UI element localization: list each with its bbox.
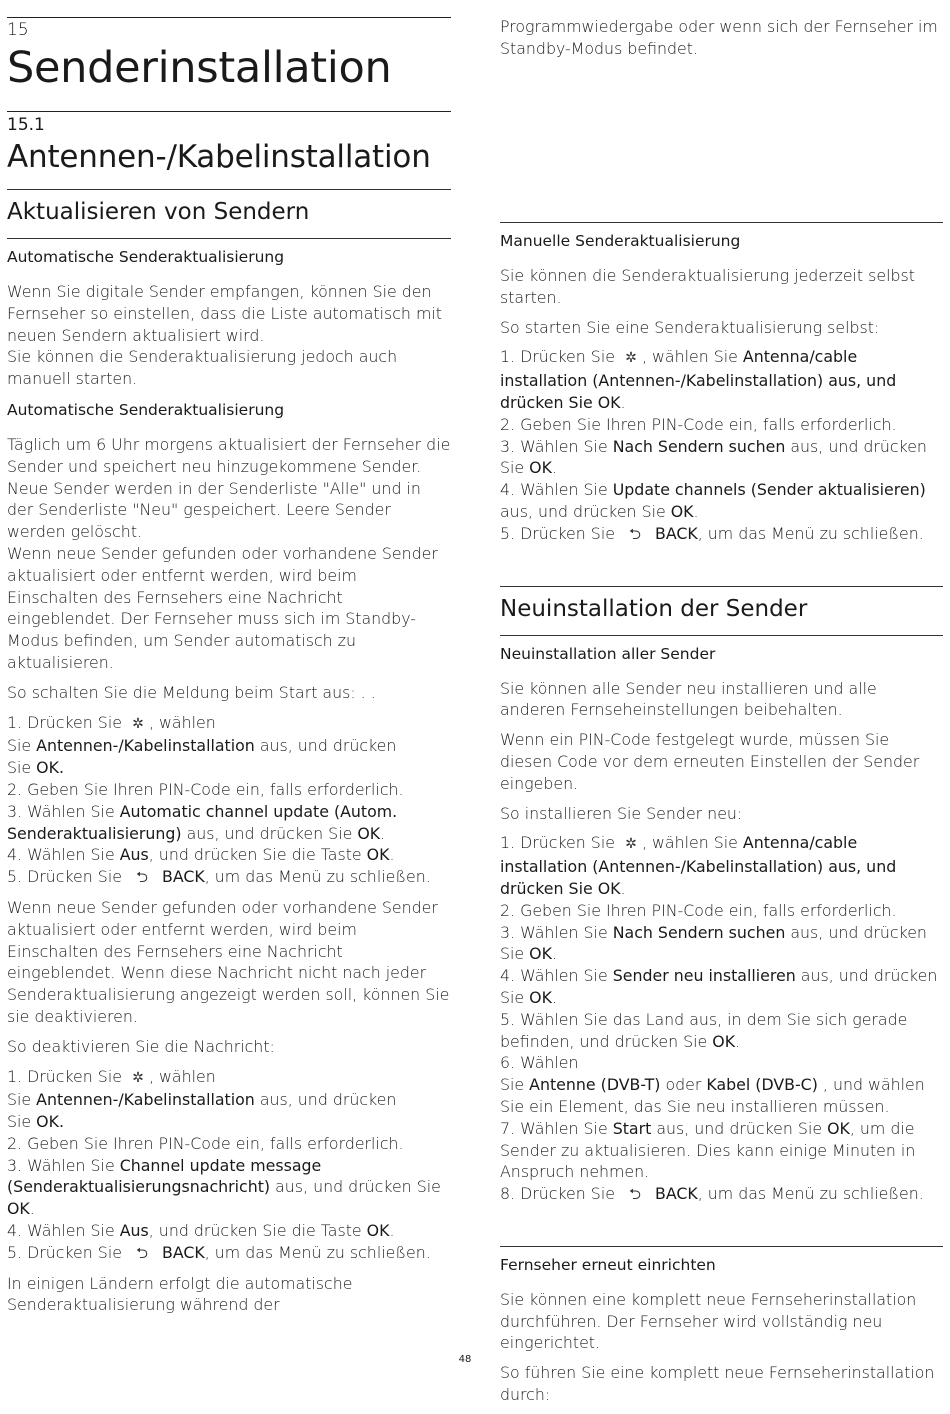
manual-intro: So starten Sie eine Senderaktualisierung selbst: (500, 317, 880, 337)
resetup-rule (500, 1246, 943, 1247)
reinstall-steps (500, 832, 943, 1206)
list-item: 2. Geben Sie Ihren PIN-Code ein, falls erforderlich. (500, 900, 897, 920)
countries-paragraph-continued: Programmwiedergabe oder wenn sich der Fernseher im Standby-Modus befindet. (500, 17, 938, 58)
list-item: 5. Drücken Sie ⮌ BACK, um das Menü zu schließen. (7, 1242, 451, 1265)
list-item: 4. Wählen Sie Aus, und drücken Sie die Taste OK. (7, 1221, 395, 1241)
message-paragraph: Wenn neue Sender gefunden oder vorhandene Sender aktualisiert oder entfernt werden, wird beim Einschalten des Fernsehers eine Nachricht eingeblendet. Wenn diese Nachricht nicht nach jeder Senderaktualisierung angezeigt werden soll, können Sie sie deaktivieren. (7, 897, 450, 1026)
list-item: 2. Geben Sie Ihren PIN-Code ein, falls erforderlich. (7, 779, 404, 799)
back-arrow-icon: ⮌ (135, 868, 148, 887)
left-column (7, 0, 451, 1324)
list-item: 5. Drücken Sie ⮌ BACK, um das Menü zu schließen. (7, 866, 451, 889)
reinstall-rule (500, 586, 943, 587)
list-item: 6. Wählen (500, 1053, 579, 1073)
list-item: 1. Drücken Sie ✲ , wählen (7, 1066, 451, 1090)
list-item: Sie Antenne (DVB-T) oder Kabel (DVB-C) , und wählen Sie ein Element, das Sie neu installieren müssen. (500, 1075, 925, 1116)
auto1-heading: Automatische Senderaktualisierung (7, 248, 285, 266)
deactivate-steps (7, 1066, 451, 1265)
list-item: 4. Wählen Sie Sender neu installieren aus, und drücken Sie OK. (500, 966, 938, 1007)
list-item: 3. Wählen Sie Channel update message (Senderaktualisierungsnachricht) aus, und drücken Sie OK. (7, 1155, 441, 1219)
auto1-paragraph: Wenn Sie digitale Sender empfangen, können Sie den Fernseher so einstellen, dass die Liste automatisch mit neuen Sendern aktualisiert wird. Sie können die Senderaktualisierung jedoch auch manuell starten. (7, 282, 442, 389)
resetup-heading: Fernseher erneut einrichten (500, 1255, 716, 1274)
list-item: 1. Drücken Sie ✲ , wählen Sie Antenna/cable installation (Antennen-/Kabelinstallation) aus, und drücken Sie OK. (500, 833, 897, 898)
auto2-heading: Automatische Senderaktualisierung (7, 400, 285, 419)
list-item: 3. Wählen Sie Nach Sendern suchen aus, und drücken Sie OK. (500, 922, 927, 964)
list-item: 7. Wählen Sie Start aus, und drücken Sie OK, um die Sender zu aktualisieren. Dies kann einige Minuten in Anspruch nehmen. (500, 1118, 916, 1182)
right-column (500, 222, 943, 1414)
startmsg-steps (7, 712, 451, 889)
manual-heading: Manuelle Senderaktualisierung (500, 232, 741, 250)
section-title: Antennen-/Kabelinstallation (7, 139, 431, 175)
auto2-paragraph: Täglich um 6 Uhr morgens aktualisiert der Fernseher die Sender und speichert neu hinzugekommene Sender. Neue Sender werden in der Senderliste "Alle" und in der Senderliste "Neu" gespeichert. Leere Sender werden gelöscht. Wenn neue Sender gefunden oder vorhandene Sender aktualisiert oder entfernt werden, wird beim Einschalten des Fernsehers eine Nachricht eingeblendet. Der Fernseher muss sich im Standby-Modus befinden, um Sender automatisch zu aktualisieren. (7, 434, 451, 672)
settings-gear-icon: ✲ (625, 350, 637, 367)
list-item: 3. Wählen Sie Nach Sendern suchen aus, und drücken Sie OK. (500, 436, 927, 478)
reinstall-heading-rule (500, 635, 943, 636)
chapter-rule (7, 17, 451, 18)
manual-steps (500, 346, 943, 545)
list-item: 1. Drücken Sie ✲ , wählen (7, 712, 451, 736)
list-item: 4. Wählen Sie Aus, und drücken Sie die Taste OK. (7, 845, 395, 865)
page-number: 48 (458, 1354, 472, 1365)
chapter-number: 15 (7, 20, 29, 40)
chapter-title: Senderinstallation (7, 43, 392, 93)
list-item: 4. Wählen Sie Update channels (Sender aktualisieren) aus, und drücken Sie OK. (500, 480, 926, 521)
settings-gear-icon: ✲ (625, 836, 637, 853)
list-item: Sie OK. (7, 758, 64, 778)
reinstall-paragraph-1: Sie können alle Sender neu installieren und alle anderen Fernseheinstellungen beibehalten. (500, 678, 877, 720)
list-item: Sie Antennen-/Kabelinstallation aus, und drücken (7, 736, 397, 756)
list-item: Sie OK. (7, 1112, 64, 1132)
startmsg-intro: So schalten Sie die Meldung beim Start aus: . . (7, 682, 376, 702)
list-item: 5. Drücken Sie ⮌ BACK, um das Menü zu schließen. (500, 523, 943, 546)
back-arrow-icon: ⮌ (628, 1185, 641, 1204)
manual-paragraph: Sie können die Senderaktualisierung jederzeit selbst starten. (500, 266, 915, 307)
update-title: Aktualisieren von Sendern (7, 199, 310, 225)
update-rule (7, 189, 451, 190)
list-item: 5. Wählen Sie das Land aus, in dem Sie sich gerade befinden, und drücken Sie OK. (500, 1009, 908, 1051)
list-item: 3. Wählen Sie Automatic channel update (Autom. Senderaktualisierung) aus, und drücken Sie OK. (7, 801, 398, 843)
section-rule (7, 111, 451, 112)
manual-rule (500, 222, 943, 223)
auto1-rule (7, 238, 451, 239)
reinstall-paragraph-2: Wenn ein PIN-Code festgelegt wurde, müssen Sie diesen Code vor dem erneuten Einstellen der Sender eingeben. (500, 730, 920, 793)
back-arrow-icon: ⮌ (135, 1243, 148, 1262)
settings-gear-icon: ✲ (132, 715, 144, 732)
list-item: 2. Geben Sie Ihren PIN-Code ein, falls erforderlich. (7, 1133, 404, 1153)
resetup-intro: So führen Sie eine komplett neue Fernseherinstallation durch: (500, 1363, 935, 1405)
list-item: 2. Geben Sie Ihren PIN-Code ein, falls erforderlich. (500, 414, 897, 434)
countries-paragraph: In einigen Ländern erfolgt die automatische Senderaktualisierung während der (7, 1273, 353, 1315)
deactivate-intro: So deaktivieren Sie die Nachricht: (7, 1036, 275, 1056)
reinstall-title: Neuinstallation der Sender (500, 595, 808, 622)
back-arrow-icon: ⮌ (628, 524, 641, 543)
section-number: 15.1 (7, 115, 45, 135)
reinstall-intro: So installieren Sie Sender neu: (500, 803, 743, 823)
list-item: 8. Drücken Sie ⮌ BACK, um das Menü zu schließen. (500, 1183, 943, 1206)
resetup-paragraph: Sie können eine komplett neue Fernseherinstallation durchführen. Der Fernseher wird vollständig neu eingerichtet. (500, 1289, 917, 1353)
settings-gear-icon: ✲ (132, 1069, 144, 1086)
list-item: Sie Antennen-/Kabelinstallation aus, und drücken (7, 1090, 397, 1110)
reinstall-heading: Neuinstallation aller Sender (500, 644, 716, 663)
list-item: 1. Drücken Sie ✲ , wählen Sie Antenna/cable installation (Antennen-/Kabelinstallation) aus, und drücken Sie OK. (500, 347, 897, 412)
